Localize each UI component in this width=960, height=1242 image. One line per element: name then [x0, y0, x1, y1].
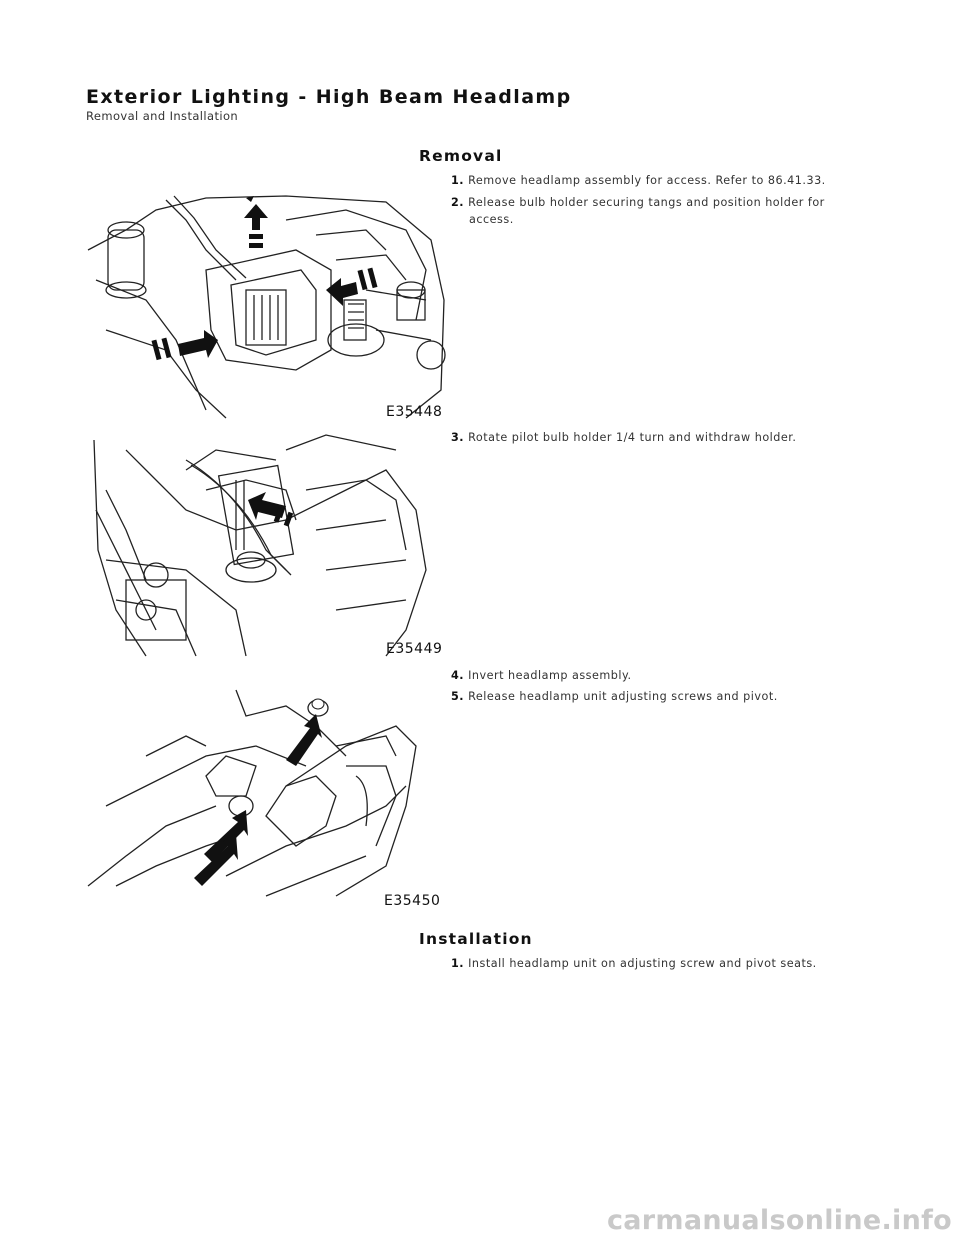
- removal-step-1: [451, 172, 871, 189]
- removal-step-3: [451, 429, 871, 446]
- step-number: 4.: [451, 669, 465, 682]
- figure-code-label: E35448: [386, 404, 443, 420]
- step-number: 3.: [451, 431, 465, 444]
- step-text: Remove headlamp assembly for access. Refer to 86.41.33.: [468, 174, 826, 187]
- page-subtitle: Removal and Installation: [86, 109, 239, 123]
- step-text: Rotate pilot bulb holder 1/4 turn and withdraw holder.: [468, 431, 797, 444]
- step-number: 1.: [451, 174, 465, 187]
- adjusting-screws-figure: [86, 686, 426, 910]
- installation-heading: Installation: [419, 930, 533, 948]
- step-text: Release bulb holder securing tangs and position holder for: [468, 196, 825, 209]
- step-text: Install headlamp unit on adjusting screw and pivot seats.: [468, 957, 817, 970]
- step-text: Invert headlamp assembly.: [468, 669, 632, 682]
- bulb-holder-figure: [86, 190, 448, 420]
- step-text: Release headlamp unit adjusting screws and pivot.: [468, 690, 778, 703]
- step-number: 1.: [451, 957, 465, 970]
- page-title: Exterior Lighting - High Beam Headlamp: [86, 86, 572, 108]
- watermark: carmanualsonline.info: [606, 1205, 952, 1236]
- figure-code-label: E35449: [386, 641, 443, 657]
- removal-step-2: [451, 194, 871, 228]
- removal-step-5: [451, 688, 871, 705]
- pilot-bulb-figure: [86, 430, 428, 658]
- step-text-continued: access.: [469, 213, 514, 226]
- step-number: 2.: [451, 196, 465, 209]
- removal-step-4: [451, 667, 871, 684]
- step-number: 5.: [451, 690, 465, 703]
- removal-heading: Removal: [419, 147, 503, 165]
- figure-code-label: E35450: [384, 893, 441, 909]
- installation-step-1: [451, 955, 871, 972]
